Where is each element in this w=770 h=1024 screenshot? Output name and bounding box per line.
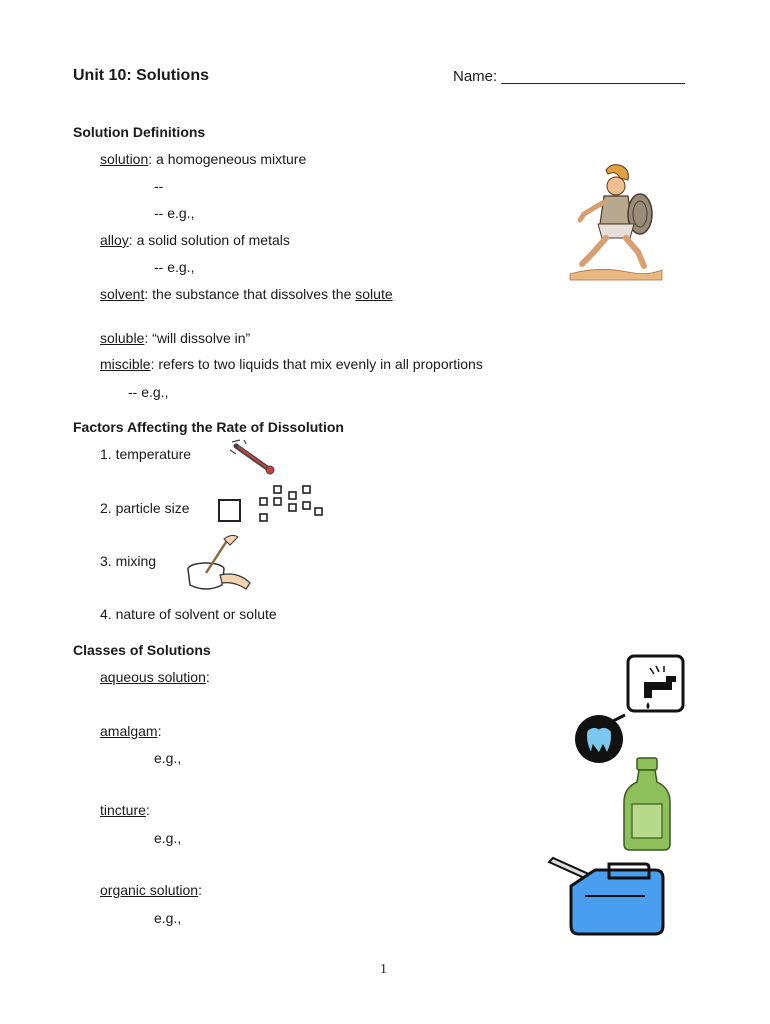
tincture-term: tincture bbox=[100, 802, 146, 818]
alloy-term: alloy bbox=[100, 232, 129, 248]
large-particle-icon bbox=[218, 499, 242, 523]
name-field-label: Name: ______________________ bbox=[453, 68, 685, 85]
page-number: 1 bbox=[380, 962, 387, 977]
amalgam-example: e.g., bbox=[154, 750, 182, 766]
alloy-text: : a solid solution of metals bbox=[128, 232, 290, 248]
solution-term: solution bbox=[100, 151, 149, 167]
solute-term: solute bbox=[355, 286, 393, 302]
solution-definition bbox=[100, 151, 306, 167]
tincture-bottle-icon bbox=[620, 756, 674, 852]
solution-example: -- e.g., bbox=[154, 205, 195, 221]
solution-dash: -- bbox=[154, 178, 164, 194]
aqueous-definition bbox=[100, 669, 210, 685]
factor-particle-size: 2. particle size bbox=[100, 500, 190, 516]
amalgam-colon: : bbox=[157, 723, 162, 739]
alloy-definition bbox=[100, 232, 290, 248]
soluble-text: : “will dissolve in” bbox=[144, 330, 251, 346]
tincture-example: e.g., bbox=[154, 830, 182, 846]
organic-definition bbox=[100, 882, 202, 898]
warrior-clipart-icon bbox=[568, 162, 664, 280]
organic-term: organic solution bbox=[100, 882, 199, 898]
factor-mixing: 3. mixing bbox=[100, 553, 157, 569]
water-faucet-icon bbox=[626, 654, 686, 714]
miscible-example: -- e.g., bbox=[128, 384, 169, 400]
solvent-text: : the substance that dissolves the bbox=[144, 286, 356, 302]
gas-can-icon bbox=[545, 856, 667, 940]
classes-heading: Classes of Solutions bbox=[73, 642, 211, 658]
alloy-example: -- e.g., bbox=[154, 259, 195, 275]
solution-text: : a homogeneous mixture bbox=[148, 151, 307, 167]
small-particles-icon bbox=[258, 484, 326, 524]
tincture-definition bbox=[100, 802, 150, 818]
tincture-colon: : bbox=[145, 802, 150, 818]
amalgam-term: amalgam bbox=[100, 723, 158, 739]
factors-heading: Factors Affecting the Rate of Dissolution bbox=[73, 419, 344, 435]
miscible-term: miscible bbox=[100, 356, 151, 372]
soluble-definition bbox=[100, 330, 250, 346]
thermometer-icon bbox=[230, 440, 276, 476]
factor-temperature: 1. temperature bbox=[100, 446, 192, 462]
aqueous-term: aqueous solution bbox=[100, 669, 206, 685]
stirring-hands-icon bbox=[184, 533, 254, 593]
amalgam-definition bbox=[100, 723, 161, 739]
solvent-term: solvent bbox=[100, 286, 145, 302]
miscible-text: : refers to two liquids that mix evenly in all proportions bbox=[150, 356, 483, 372]
organic-example: e.g., bbox=[154, 910, 182, 926]
aqueous-colon: : bbox=[205, 669, 210, 685]
organic-colon: : bbox=[198, 882, 202, 898]
page-title: Unit 10: Solutions bbox=[73, 67, 209, 84]
soluble-term: soluble bbox=[100, 330, 145, 346]
factor-nature: 4. nature of solvent or solute bbox=[100, 606, 277, 622]
solvent-definition bbox=[100, 286, 393, 302]
definitions-heading: Solution Definitions bbox=[73, 124, 206, 140]
miscible-definition bbox=[100, 356, 483, 372]
